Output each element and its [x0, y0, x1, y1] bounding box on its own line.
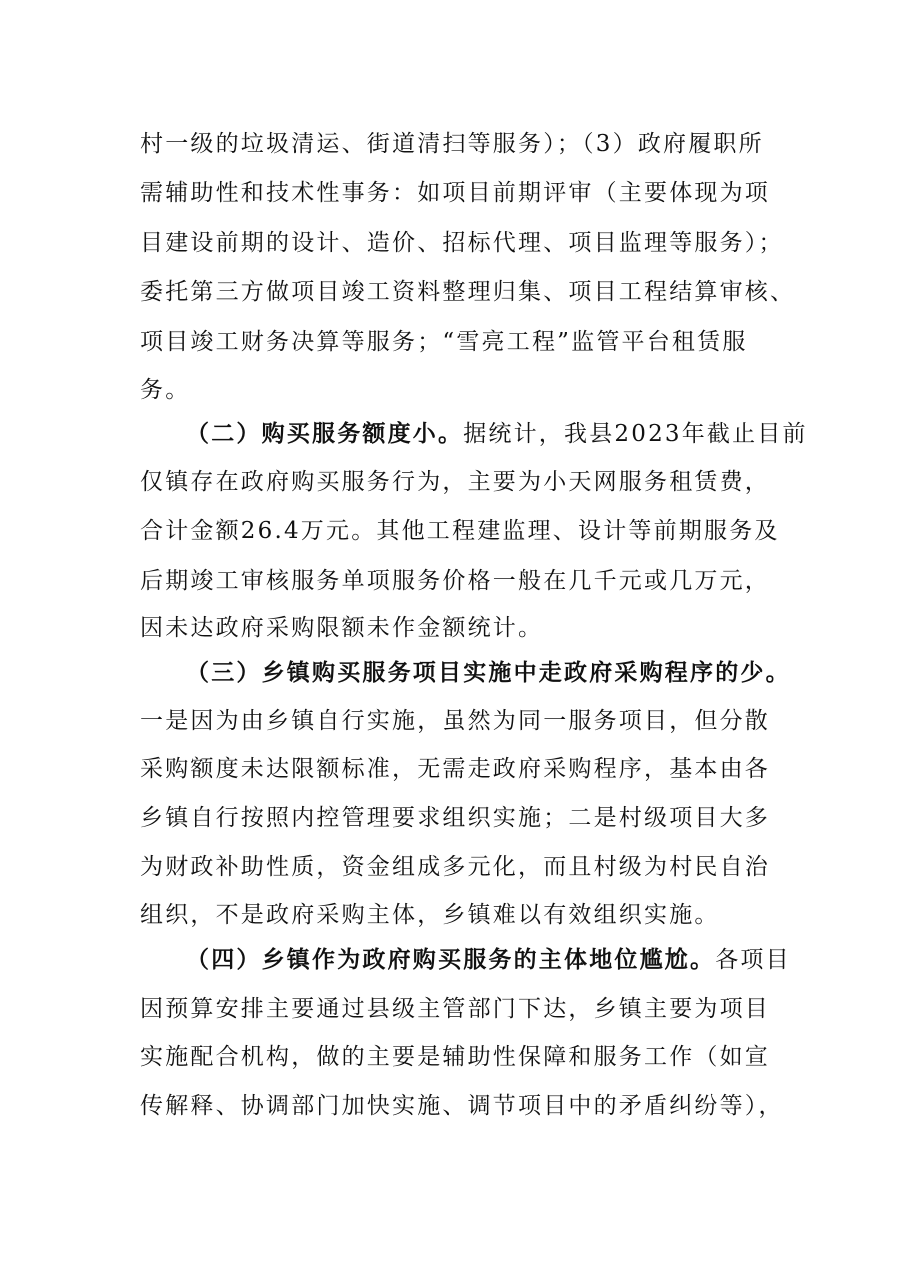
body-text: 各项目 — [715, 947, 791, 973]
body-line: 因预算安排主要通过县级主管部门下达，乡镇主要为项目 — [140, 996, 770, 1022]
body-line: 委托第三方做项目竣工资料整理归集、项目工程结算审核、 — [140, 279, 796, 305]
paragraph-first-line — [186, 418, 808, 450]
body-line: 后期竣工审核服务单项服务价格一般在几千元或几万元， — [140, 568, 770, 594]
body-line: 项目竣工财务决算等服务；“雪亮工程”监管平台租赁服 — [140, 329, 748, 355]
body-line: 一是因为由乡镇自行实施，虽然为同一服务项目，但分散 — [140, 708, 770, 734]
body-line: 仅镇存在政府购买服务行为，主要为小天网服务租赁费， — [140, 469, 770, 495]
body-line: 村一级的垃圾清运、街道清扫等服务）；（3）政府履职所 — [140, 131, 764, 157]
body-line: 合计金额26.4万元。其他工程建监理、设计等前期服务及 — [140, 518, 780, 544]
body-text: 据统计，我县2023年截止目前 — [463, 421, 808, 447]
section-heading: （三）乡镇购买服务项目实施中走政府采购程序的少。 — [186, 659, 791, 686]
body-line: 务。 — [140, 377, 191, 403]
paragraph-first-line — [186, 657, 791, 689]
body-line: 乡镇自行按照内控管理要求组织实施；二是村级项目大多 — [140, 805, 770, 831]
section-heading: （四）乡镇作为政府购买服务的主体地位尴尬。 — [186, 946, 716, 973]
paragraph-first-line — [186, 944, 791, 976]
body-line: 传解释、协调部门加快实施、调节项目中的矛盾纠纷等）， — [140, 1093, 784, 1119]
body-line: 因未达政府采购限额未作金额统计。 — [140, 615, 544, 641]
section-heading: （二）购买服务额度小。 — [186, 420, 464, 447]
body-line: 采购额度未达限额标准，无需走政府采购程序，基本由各 — [140, 756, 770, 782]
body-line: 实施配合机构，做的主要是辅助性保障和服务工作（如宣 — [140, 1044, 770, 1070]
body-line: 为财政补助性质，资金组成多元化，而且村级为村民自治 — [140, 854, 770, 880]
body-line: 目建设前期的设计、造价、招标代理、项目监理等服务）； — [140, 230, 784, 256]
body-line: 组织，不是政府采购主体，乡镇难以有效组织实施。 — [140, 902, 720, 928]
body-line: 需辅助性和技术性事务：如项目前期评审（主要体现为项 — [140, 180, 770, 206]
